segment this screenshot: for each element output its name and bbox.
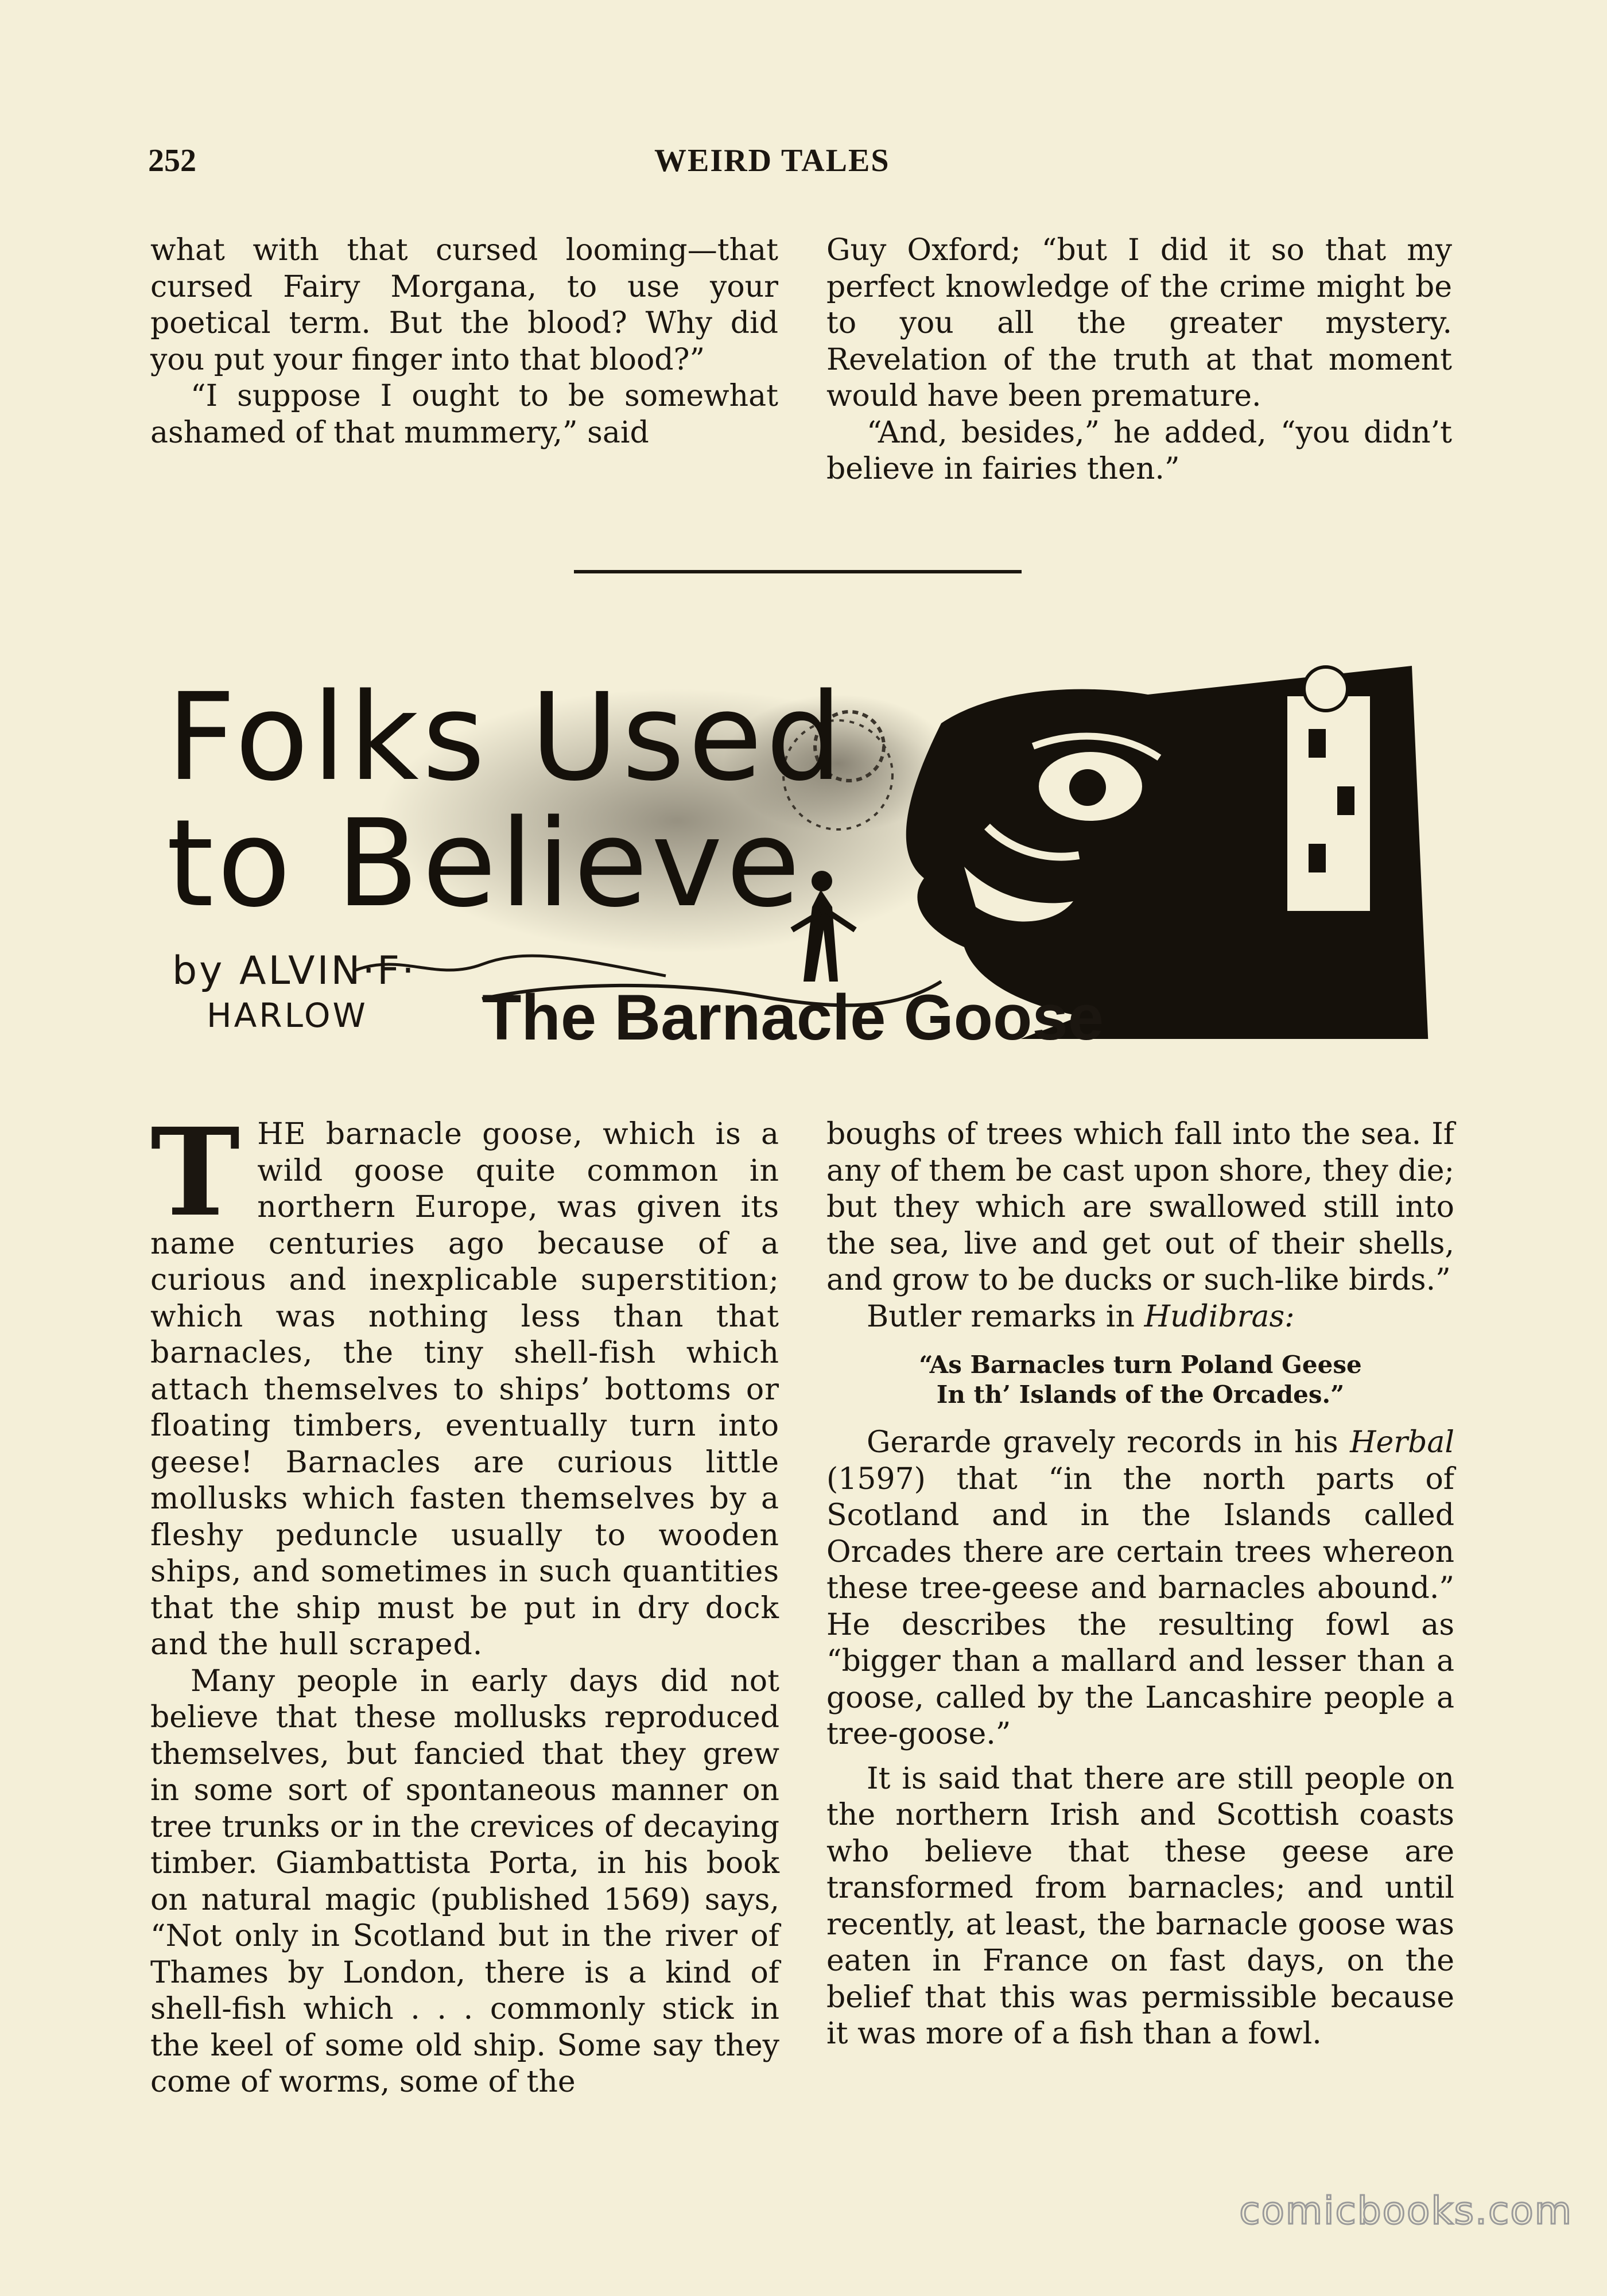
- article-left-column: [150, 1102, 779, 2101]
- article-paragraph: Many people in early days did not believe that these mollusks reproduced themselves, but fancied that they grew in some sort of spontaneous manner on tree trunks or in the crevices of decaying timber. Giambattista Porta, in his book on natural magic (published 1569) says, “Not only in Scotland but in the river of Thames by London, there is a kind of shell-fish which . . . commonly stick in the keel of some old ship. Some say they come of worms, some of the: [150, 1663, 779, 2099]
- castle-window: [1337, 786, 1354, 815]
- gerarde-rest: (1597) that “in the north parts of Scotland and in the Islands called Orcades there are certain trees whereon these tree-geese and barnacles abound.” He describes the resulting fowl as “bigger than a mallard and lesser than a goose, called by the Lancashire people a tree-goose.”: [826, 1461, 1454, 1751]
- article-title-line-2: to Believe: [166, 793, 804, 934]
- previous-story-right-column: [826, 232, 1452, 488]
- article-paragraph: [826, 1299, 1454, 1336]
- verse-line: “As Barnacles turn Poland Geese: [919, 1351, 1362, 1379]
- article-paragraph: It is said that there are still people on the northern Irish and Scottish coasts who believe that these geese are transformed from barnacles; and until recently, at least, the barnacle goose was eaten in France on fast days, on the belief that this was permissible because it was more of a fish than a fowl.: [826, 1761, 1454, 2051]
- running-head: WEIRD TALES: [654, 143, 890, 179]
- gerarde-start: Gerarde gravely records in his: [867, 1425, 1350, 1460]
- giant-pupil: [1069, 769, 1106, 806]
- watermark: comicbooks.com: [1239, 2189, 1573, 2233]
- castle-window: [1309, 729, 1326, 758]
- previous-story-paragraph: what with that cursed looming—that cursed Fairy Morgana, to use your poetical term. But the blood? Why did you put your finger into that blood?”: [150, 233, 778, 377]
- previous-story-paragraph: “And, besides,” he added, “you didn’t believe in fairies then.”: [826, 415, 1452, 486]
- verse-quote: [826, 1350, 1454, 1410]
- castle-window: [1309, 844, 1326, 872]
- previous-story-paragraph: Guy Oxford; “but I did it so that my perfect knowledge of the crime might be to you all the greater mystery. Revelation of the truth at that moment would have been premature.: [826, 233, 1452, 413]
- byline-author: HARLOW: [207, 996, 368, 1035]
- butler-work-title: Hudibras:: [1144, 1299, 1295, 1334]
- butler-intro: Butler remarks in: [867, 1299, 1144, 1334]
- small-figure-head: [812, 871, 832, 891]
- castle-gargoyle: [1304, 667, 1348, 711]
- previous-story-left-column: [150, 232, 778, 451]
- gerarde-work-title: Herbal: [1350, 1425, 1454, 1460]
- article-right-column: [826, 1116, 1454, 2053]
- verse-line: In th’ Islands of the Orcades.”: [936, 1380, 1345, 1409]
- article-paragraph: [826, 1425, 1454, 1753]
- article-title-line-1: Folks Used: [166, 667, 846, 808]
- article-subtitle: The Barnacle Goose: [482, 982, 1104, 1053]
- drop-cap: T: [150, 1102, 240, 1243]
- article-paragraph: [150, 1102, 779, 1663]
- byline-by: by ALVIN·F·: [172, 948, 417, 994]
- previous-story-paragraph: “I suppose I ought to be somewhat ashamed of that mummery,” said: [150, 379, 778, 450]
- section-divider: [574, 570, 1022, 573]
- article-paragraph: boughs of trees which fall into the sea. If any of them be cast upon shore, they die; but they which are swallowed still into the sea, live and get out of their shells, and grow to be ducks or such-like birds.”: [826, 1117, 1454, 1297]
- castle-tower: [1286, 695, 1372, 913]
- page-number: 252: [148, 143, 196, 179]
- first-paragraph-text: HE barnacle goose, which is a wild goose quite common in northern Europe, was given its name centuries ago because of a curious and inexplicable superstition; which was nothing less than that barnacles, the tiny shell-fish which attach themselves to ships’ bottoms or floating timbers, eventually turn into geese! Barnacles are curious little mollusks which fasten themselves by a fleshy peduncle usually to wooden ships, and sometimes in such quantities that the ship must be put in dry dock and the hull scraped.: [150, 1117, 779, 1662]
